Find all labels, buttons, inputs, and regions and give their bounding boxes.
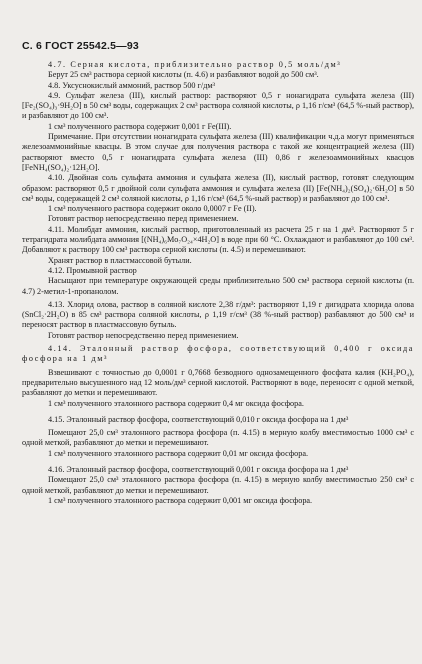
paragraph: 1 см³ полученного эталонного раствора содержит 0,4 мг оксида фосфора. (48, 398, 304, 408)
page-header: С. 6 ГОСТ 25542.5—93 (22, 40, 139, 52)
paragraph: 4.12. Промывной раствор (48, 265, 137, 275)
paragraph: 4.11. Молибдат аммония, кислый раствор, приготовленный из расчета 25 г на 1 дм³. Растворяют 5 г тетрагидрата молибдата аммония [(NH₄)₆Mo₇O₂₄×4H₂O] в воде при 60 °С. Охлаждают и разбавляют до 100 см³. Добавляют к раствору 100 см³ раствора серной кислоты (п. 4.5) и перемешивают. (22, 224, 414, 255)
paragraph: 4.9. Сульфат железа (III), кислый раствор: растворяют 0,5 г нонагидрата сульфата железа (III) [Fe₂(SO₄)₃·9H₂O] в 50 см³ воды, содержащих 2 см³ раствора соляной кислоты, ρ 1,16 г/см³ (64,5 %-ный раствор), и разбавляют до 100 см³. (22, 90, 414, 121)
paragraph: 1 см³ полученного раствора содержит 0,001 г Fe(III). (48, 121, 232, 131)
paragraph: 4.13. Хлорид олова, раствор в соляной кислоте 2,38 г/дм³: растворяют 1,19 г дигидрата хлорида олова (SnCl₂·2H₂O) в 85 см³ раствора соляной кислоты, ρ 1,19 г/см³ (38 %-ный раствор) разбавляют до 500 см³ и переносят раствор в пластмассовую бутыль. (22, 299, 414, 330)
document-body (22, 60, 414, 506)
paragraph: 4.8. Уксуснокислый аммоний, раствор 500 г/дм³ (48, 80, 215, 90)
paragraph: 1 см³ полученного эталонного раствора содержит 0,01 мг оксида фосфора. (48, 448, 309, 458)
paragraph: Готовят раствор непосредственно перед применением. (48, 214, 239, 224)
paragraph: 4.14. Эталонный раствор фосфора, соответствующий 0,400 г оксида фосфора на 1 дм³ (22, 344, 414, 364)
paragraph: Помещают 25,0 см³ эталонного раствора фосфора (п. 4.15) в мерную колбу вместимостью 1000 см³ с одной меткой, разбавляют до метки и перемешивают. (22, 428, 414, 448)
paragraph: Примечание. При отсутствии нонагидрата сульфата железа (III) квалификации ч.д.а могут применяться железоаммонийные квасцы. В этом случае для получения раствора с такой же концентрацией железа (III) растворяют вместо 0,5 г нонагидрата сульфата железа (III) 0,86 г железоаммонийных квасцов [FeNH₄(SO₄)₂·12H₂O]. (22, 132, 414, 172)
paragraph: Готовят раствор непосредственно перед применением. (48, 330, 239, 340)
paragraph: 4.10. Двойная соль сульфата аммония и сульфата железа (II), кислый раствор, готовят следующим образом: растворяют 0,5 г двойной соли сульфата аммония и сульфата железа (II) [Fe(NH₄)₂(SO₄)₂·6H₂O] в 50 см³ воды, содержащей 2 см³ соляной кислоты, ρ 1,16 г/см³ (64,5 %-ный раствор) и разбавляют до 100 см³. (22, 173, 414, 203)
paragraph: Взвешивают с точностью до 0,0001 г 0,7668 безводного однозамещенного фосфата калия (KH₂PO₄), предварительно высушенного над 12 моль/дм³ серной кислотой. Растворяют в воде, переносят с одной меткой, разбавляют до метки и перемешивают. (22, 367, 414, 398)
paragraph: Хранят раствор в пластмассовой бутыли. (48, 255, 192, 265)
paragraph: 4.15. Эталонный раствор фосфора, соответствующий 0,010 г оксида фосфора на 1 дм³ (48, 414, 349, 424)
paragraph: Помещают 25,0 см³ эталонного раствора фосфора (п. 4.15) в мерную колбу вместимостью 250 см³ с одной меткой, разбавляют до метки и перемешивают. (22, 475, 414, 495)
paragraph: 1 см³ полученного эталонного раствора содержит 0,001 мг оксида фосфора. (48, 495, 313, 505)
paragraph: Берут 25 см³ раствора серной кислоты (п. 4.6) и разбавляют водой до 500 см³. (48, 70, 319, 80)
paragraph: 4.16. Эталонный раствор фосфора, соответствующий 0,001 г оксида фосфора на 1 дм³ (48, 464, 349, 474)
paragraph: Насыщают при температуре окружающей среды приблизительно 500 см³ раствора серной кислоты (п. 4.7) 2-метил-1-пропанолом. (22, 276, 414, 296)
paragraph: 4.7. Серная кислота, приблизительно раствор 0,5 моль/дм³ (48, 60, 342, 69)
paragraph: 1 см³ полученного раствора содержит около 0,0007 г Fe (II). (48, 204, 257, 214)
